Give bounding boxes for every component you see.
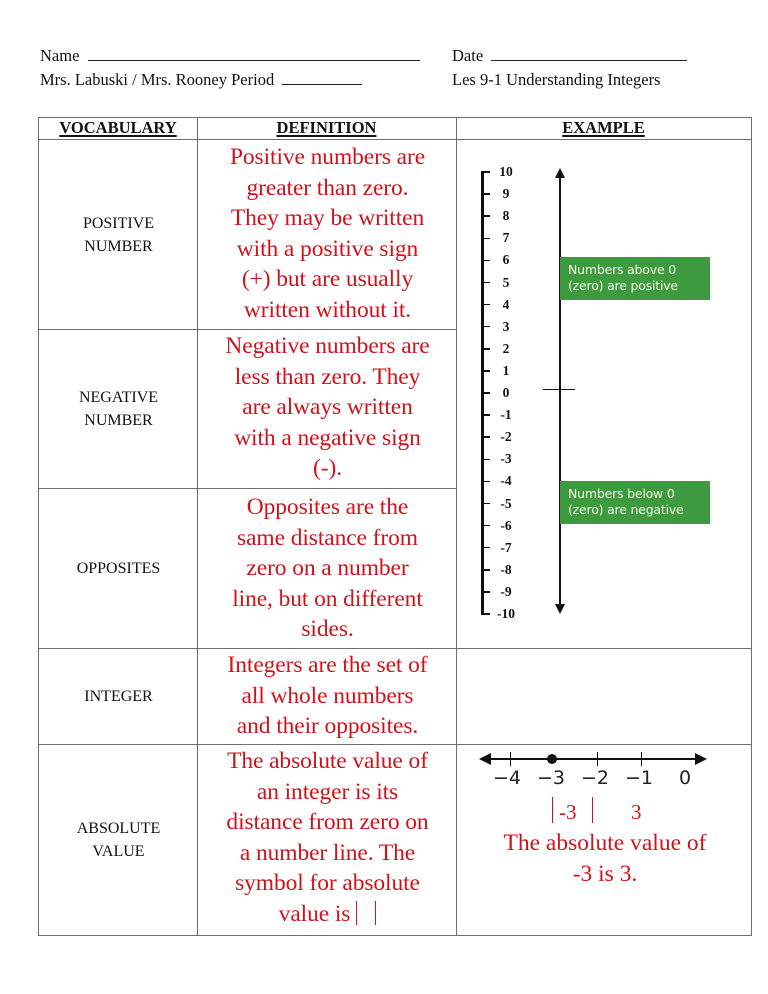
scale-tick xyxy=(483,304,490,306)
tick xyxy=(597,752,598,766)
tick-label: −2 xyxy=(580,767,609,789)
scale-tick xyxy=(483,525,490,527)
scale-label: -3 xyxy=(500,451,512,467)
teacher-period-label: Mrs. Labuski / Mrs. Rooney Period xyxy=(40,70,275,89)
scale-tick xyxy=(483,238,490,240)
col-header-definition: DEFINITION xyxy=(276,118,377,137)
def-line: written without it. xyxy=(243,296,412,323)
tick xyxy=(510,752,511,766)
def-line: Opposites are the xyxy=(246,494,409,520)
note-line: (zero) are negative xyxy=(568,502,684,517)
term-integer xyxy=(39,649,198,744)
definition-opposites xyxy=(198,492,457,645)
negative-note xyxy=(560,481,710,524)
absolute-value-explanation xyxy=(457,828,753,890)
tick-label: −4 xyxy=(492,767,521,789)
def-line: (-). xyxy=(313,455,342,481)
note-line: Numbers below 0 xyxy=(568,486,675,501)
absolute-value-bars-icon xyxy=(356,901,376,925)
def-line: Positive numbers are xyxy=(229,144,426,170)
date-label: Date xyxy=(452,46,484,65)
scale-tick xyxy=(483,613,490,615)
scale-label: 7 xyxy=(502,230,510,246)
def-line: sides. xyxy=(301,616,354,642)
scale-label: -9 xyxy=(500,583,512,599)
scale-tick xyxy=(483,436,490,438)
tick xyxy=(641,752,642,766)
def-line: zero on a number xyxy=(246,555,409,581)
def-line: They may be written xyxy=(230,205,425,231)
scale-tick xyxy=(483,348,490,350)
term-line: INTEGER xyxy=(84,688,153,705)
col-header-vocabulary: VOCABULARY xyxy=(59,118,177,137)
scale-label: -4 xyxy=(500,473,512,489)
scale-label: 5 xyxy=(502,274,510,290)
scale-label: -6 xyxy=(500,517,512,533)
scale-tick xyxy=(483,392,490,394)
term-line: ABSOLUTE xyxy=(76,820,161,837)
scale-label: -10 xyxy=(497,606,515,621)
scale-label: -8 xyxy=(500,561,512,577)
abs-bar-left xyxy=(552,797,553,823)
def-line: distance from zero on xyxy=(226,809,429,835)
note-line: (zero) are positive xyxy=(568,278,678,293)
def-line xyxy=(198,899,457,930)
def-line: The absolute value of xyxy=(227,748,428,774)
scale-tick xyxy=(483,215,490,217)
scale-tick xyxy=(483,193,490,195)
term-absolute-value xyxy=(39,745,198,935)
def-line: (+) but are usually xyxy=(241,266,414,292)
positive-note xyxy=(560,257,710,300)
scale-tick xyxy=(483,547,490,549)
definition-positive-number xyxy=(198,142,457,325)
name-line xyxy=(40,46,420,66)
name-field[interactable] xyxy=(88,46,420,61)
scale-label: 3 xyxy=(502,318,510,334)
scale-tick xyxy=(483,569,490,571)
vocabulary-table xyxy=(38,117,752,936)
def-line: same distance from xyxy=(237,524,418,551)
abs-expression: -3 xyxy=(559,800,577,824)
def-line: all whole numbers xyxy=(241,682,414,709)
zero-marker xyxy=(543,389,575,390)
definition-integer xyxy=(198,650,457,742)
definition-negative-number xyxy=(198,331,457,484)
scale-label: 0 xyxy=(502,385,510,400)
term-line: OPPOSITES xyxy=(76,560,161,577)
term-opposites xyxy=(39,489,198,648)
def-line: symbol for absolute xyxy=(235,870,420,896)
arrow-down-icon xyxy=(555,604,565,614)
term-line: VALUE xyxy=(92,843,145,860)
def-line: Integers are the set of xyxy=(227,652,428,678)
scale-tick xyxy=(483,370,490,372)
term-line: NUMBER xyxy=(84,412,153,429)
scale-label: 1 xyxy=(502,362,510,378)
def-line: line, but on different xyxy=(232,585,423,612)
explanation-line: -3 is 3. xyxy=(572,861,638,887)
scale-label: 9 xyxy=(502,186,510,202)
scale-label: 2 xyxy=(502,340,510,356)
def-line-text: value is xyxy=(278,900,351,927)
scale-tick xyxy=(483,414,490,416)
def-line: a number line. The xyxy=(239,839,416,866)
number-line-axis xyxy=(485,758,703,760)
def-line: less than zero. They xyxy=(234,363,421,390)
period-field[interactable] xyxy=(282,70,362,85)
tick-label: −1 xyxy=(624,767,653,789)
term-positive-number xyxy=(39,140,198,329)
def-line: with a positive sign xyxy=(236,235,419,262)
def-line: with a negative sign xyxy=(234,424,421,451)
scale-tick xyxy=(483,171,490,173)
term-line: POSITIVE xyxy=(82,214,155,232)
arrow-right-icon xyxy=(695,753,707,765)
scale-label: 4 xyxy=(502,296,510,312)
term-line: NUMBER xyxy=(84,237,153,255)
scale-tick xyxy=(483,282,490,284)
point-marker xyxy=(547,754,557,764)
scale-label: -5 xyxy=(500,495,512,511)
abs-result: 3 xyxy=(631,800,642,824)
def-line: Negative numbers are xyxy=(225,333,430,359)
def-line: greater than zero. xyxy=(246,174,409,201)
date-line xyxy=(452,46,687,66)
abs-bar-right xyxy=(592,797,593,823)
scale-label: 8 xyxy=(502,208,510,224)
term-negative-number xyxy=(39,330,198,488)
scale-tick xyxy=(483,260,490,262)
term-line: NEGATIVE xyxy=(78,389,159,406)
def-line: an integer is its xyxy=(256,778,399,805)
scale-tick xyxy=(483,326,490,328)
scale-label: -2 xyxy=(500,429,512,445)
number-line-axis xyxy=(559,176,561,608)
horizontal-number-line xyxy=(479,748,719,788)
scale-label: -1 xyxy=(500,407,512,423)
scale-tick xyxy=(483,503,490,505)
note-line: Numbers above 0 xyxy=(568,262,676,277)
col-header-example: EXAMPLE xyxy=(562,118,645,137)
lesson-title: Les 9-1 Understanding Integers xyxy=(452,70,661,89)
def-line: are always written xyxy=(242,394,413,420)
explanation-line: The absolute value of xyxy=(503,830,707,856)
scale-label: -7 xyxy=(500,539,512,555)
teacher-period-line xyxy=(40,70,362,90)
def-line: and their opposites. xyxy=(236,713,419,739)
name-label: Name xyxy=(40,46,80,65)
tick-label: 0 xyxy=(678,767,692,789)
scale-tick xyxy=(483,459,490,461)
example-integer-empty xyxy=(457,649,751,744)
scale-tick xyxy=(483,481,490,483)
scale-tick xyxy=(483,591,490,593)
scale-label: 6 xyxy=(502,252,510,268)
scale-label: 10 xyxy=(499,164,513,179)
tick-label: −3 xyxy=(536,767,565,789)
definition-absolute-value xyxy=(198,746,457,929)
date-field[interactable] xyxy=(491,46,687,61)
